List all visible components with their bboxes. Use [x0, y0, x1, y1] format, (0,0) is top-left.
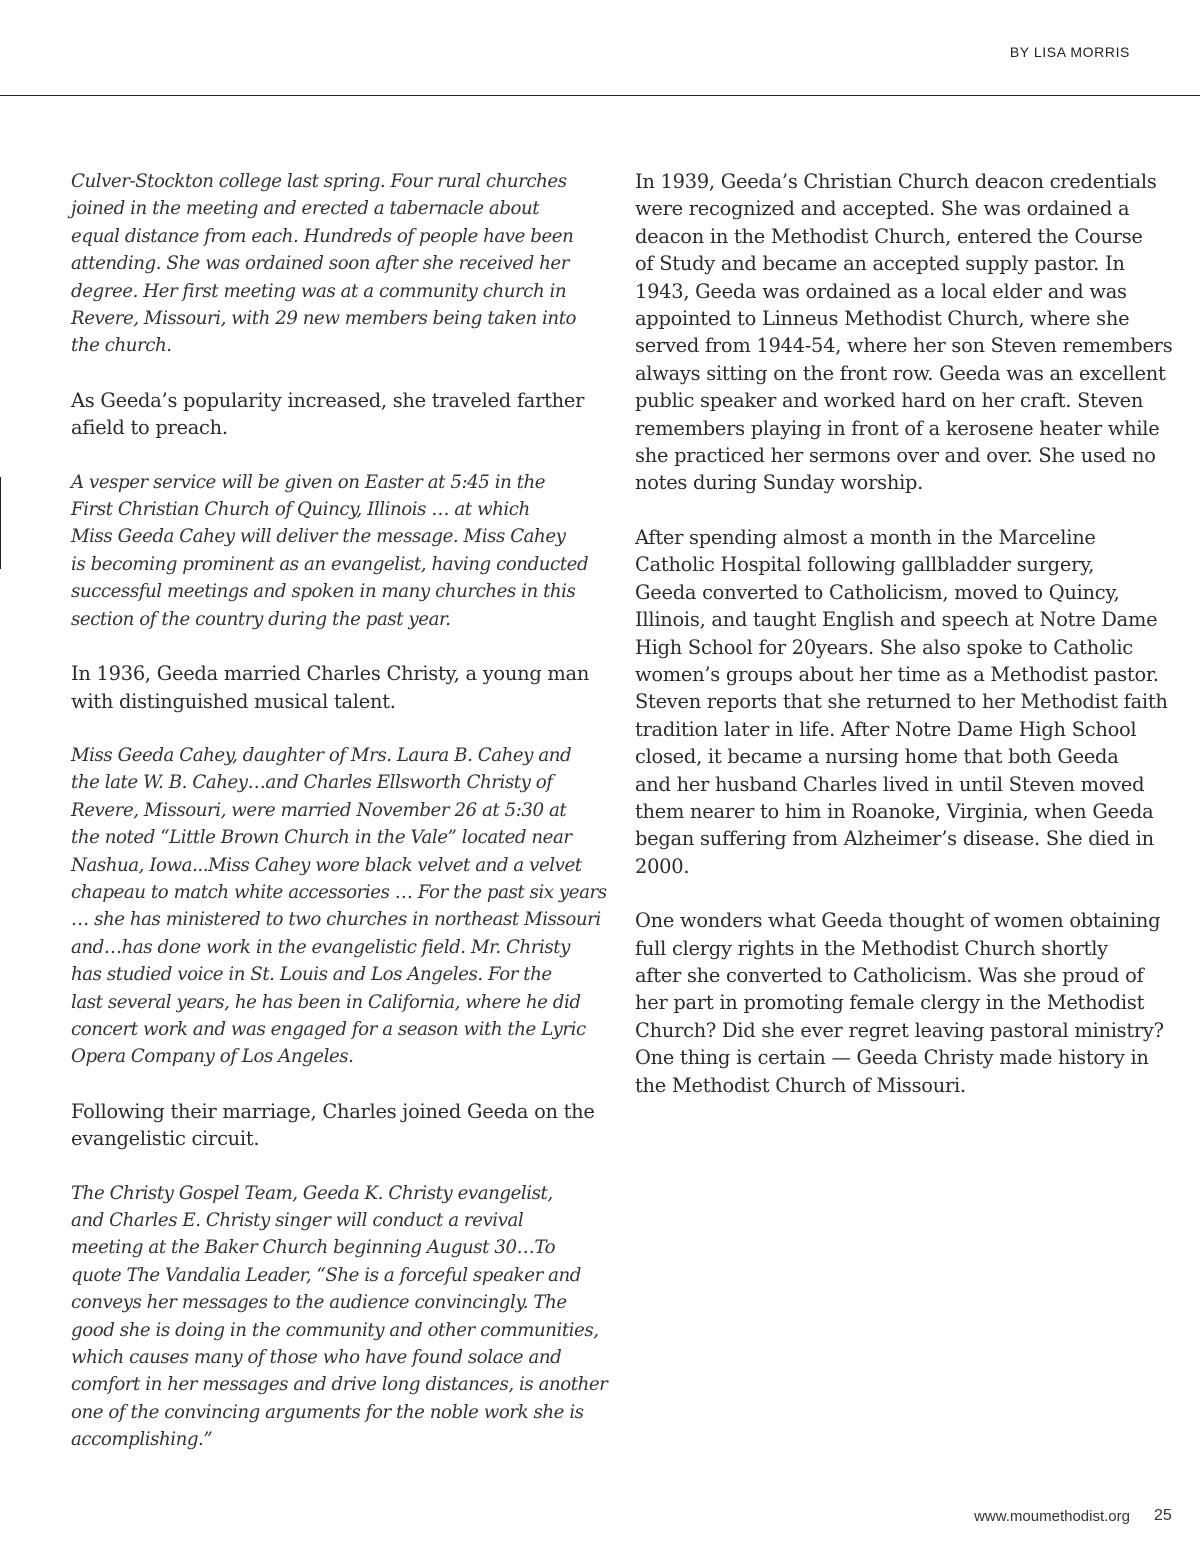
text-line: afield to preach.: [71, 416, 228, 440]
text-line: were recognized and accepted. She was ordained a: [635, 197, 1130, 221]
text-line: deacon in the Methodist Church, entered the Course: [635, 224, 1143, 248]
text-line: the late W. B. Cahey…and Charles Ellsworth Christy of: [71, 772, 553, 794]
text-line: Culver-Stockton college last spring. Four rural churches: [71, 171, 567, 192]
text-line: appointed to Linneus Methodist Church, where she: [635, 307, 1130, 331]
text-line: A vesper service will be given on Easter at 5:45 in the: [71, 471, 546, 493]
text-line: the noted “Little Brown Church in the Vale” located near: [71, 827, 572, 849]
text-line: section of the country during the past year.: [71, 608, 451, 630]
text-line: Illinois, and taught English and speech at Notre Dame: [635, 608, 1158, 632]
text-line: First Christian Church of Quincy, Illinois … at which: [71, 499, 530, 521]
text-line: … she has ministered to two churches in northeast Missouri: [71, 909, 601, 931]
text-line: One thing is certain — Geeda Christy made history in: [635, 1046, 1149, 1070]
body-paragraph: [71, 1098, 595, 1153]
author-byline: BY LISA MORRIS: [1009, 44, 1130, 60]
text-line: closed, it became a nursing home that both Geeda: [635, 745, 1119, 769]
quote-paragraph: [71, 469, 589, 633]
text-line: quote The Vandalia Leader, “She is a forceful speaker and: [71, 1264, 581, 1286]
text-line: High School for 20years. She also spoke to Catholic: [635, 635, 1133, 659]
quote-paragraph: [71, 742, 607, 1071]
body-paragraph: [71, 387, 585, 442]
quote-paragraph: [71, 168, 577, 360]
text-line: attending. She was ordained soon after she received her: [71, 253, 569, 275]
text-line: of Study and became an accepted supply pastor. In: [635, 252, 1125, 276]
header-divider: [0, 95, 1200, 96]
text-line: she practiced her sermons over and over. She used no: [635, 444, 1156, 468]
text-line: after she converted to Catholicism. Was she proud of: [635, 963, 1144, 987]
text-line: Steven reports that she returned to her Methodist faith: [635, 690, 1168, 714]
text-line: degree. Her first meeting was at a community church in: [71, 280, 567, 302]
text-line: public speaker and worked hard on her craft. Steven: [635, 389, 1144, 413]
body-paragraph: [635, 524, 1168, 880]
text-line: has studied voice in St. Louis and Los Angeles. For the: [71, 964, 552, 986]
text-line: remembers playing in front of a kerosene heater while: [635, 416, 1160, 440]
text-line: Geeda converted to Catholicism, moved to Quincy,: [635, 580, 1120, 604]
text-line: them nearer to him in Roanoke, Virginia, when Geeda: [635, 799, 1154, 823]
text-line: conveys her messages to the audience convincingly. The: [71, 1292, 567, 1314]
text-line: the church.: [71, 335, 172, 357]
page-number: 25: [1154, 1507, 1172, 1524]
text-line: and…has done work in the evangelistic field. Mr. Christy: [71, 936, 570, 958]
text-line: In 1939, Geeda’s Christian Church deacon credentials: [635, 170, 1157, 193]
text-line: joined in the meeting and erected a tabernacle about: [71, 198, 540, 220]
text-line: In 1936, Geeda married Charles Christy, a young man: [71, 662, 590, 686]
text-line: the Methodist Church of Missouri.: [635, 1073, 966, 1097]
text-line: equal distance from each. Hundreds of people have been: [71, 225, 574, 247]
text-line: Revere, Missouri, with 29 new members being taken into: [71, 308, 577, 330]
text-line: Catholic Hospital following gallbladder surgery,: [635, 553, 1095, 577]
text-line: One wonders what Geeda thought of women obtaining: [635, 909, 1161, 933]
body-paragraph: [635, 907, 1164, 1099]
text-line: her part in promoting female clergy in the Methodist: [635, 991, 1145, 1015]
text-line: Church? Did she ever regret leaving pastoral ministry?: [635, 1018, 1164, 1042]
text-line: good she is doing in the community and other communities,: [71, 1319, 599, 1341]
text-line: Nashua, Iowa...Miss Cahey wore black velvet and a velvet: [71, 854, 582, 876]
text-line: evangelistic circuit.: [71, 1127, 260, 1151]
left-column: [71, 168, 608, 1481]
text-line: tradition later in life. After Notre Dame High School: [635, 717, 1137, 741]
text-line: 2000.: [635, 854, 690, 878]
text-line: accomplishing.”: [71, 1429, 213, 1451]
text-line: served from 1944-54, where her son Steven remembers: [635, 334, 1173, 358]
right-column: [635, 168, 1173, 1126]
text-line: and her husband Charles lived in until Steven moved: [635, 772, 1145, 796]
website-url: www.moumethodist.org: [974, 1508, 1130, 1525]
text-line: Revere, Missouri, were married November 26 at 5:30 at: [71, 799, 567, 821]
body-paragraph: [71, 660, 590, 715]
text-line: 1943, Geeda was ordained as a local elder and was: [635, 279, 1127, 303]
quote-paragraph: [71, 1180, 608, 1454]
text-line: one of the convincing arguments for the noble work she is: [71, 1401, 584, 1423]
text-line: As Geeda’s popularity increased, she traveled farther: [71, 388, 585, 412]
text-line: full clergy rights in the Methodist Church shortly: [635, 936, 1108, 960]
text-line: women’s groups about her time as a Methodist pastor.: [635, 662, 1159, 686]
text-line: and Charles E. Christy singer will conduct a revival: [71, 1210, 524, 1231]
margin-marker: [0, 477, 1, 569]
text-line: chapeau to match white accessories … For the past six years: [71, 881, 607, 903]
text-line: Opera Company of Los Angeles.: [71, 1046, 354, 1068]
text-line: successful meetings and spoken in many churches in this: [71, 581, 576, 603]
text-line: which causes many of those who have found solace and: [71, 1347, 562, 1369]
text-line: The Christy Gospel Team, Geeda K. Christy evangelist,: [71, 1182, 553, 1204]
text-line: Miss Geeda Cahey will deliver the message. Miss Cahey: [71, 526, 566, 548]
text-line: Miss Geeda Cahey, daughter of Mrs. Laura B. Cahey and: [71, 744, 572, 766]
text-line: Following their marriage, Charles joined Geeda on the: [71, 1099, 595, 1123]
text-line: always sitting on the front row. Geeda was an excellent: [635, 361, 1166, 385]
body-paragraph: [635, 168, 1173, 497]
text-line: is becoming prominent as an evangelist, having conducted: [71, 553, 589, 575]
text-line: last several years, he has been in California, where he did: [71, 991, 581, 1013]
text-line: comfort in her messages and drive long distances, is another: [71, 1374, 608, 1396]
text-line: with distinguished musical talent.: [71, 689, 396, 713]
text-line: After spending almost a month in the Marceline: [635, 525, 1096, 549]
text-line: notes during Sunday worship.: [635, 471, 924, 495]
text-line: concert work and was engaged for a season with the Lyric: [71, 1018, 586, 1040]
text-line: began suffering from Alzheimer’s disease. She died in: [635, 827, 1154, 851]
text-line: meeting at the Baker Church beginning August 30…To: [71, 1237, 556, 1259]
